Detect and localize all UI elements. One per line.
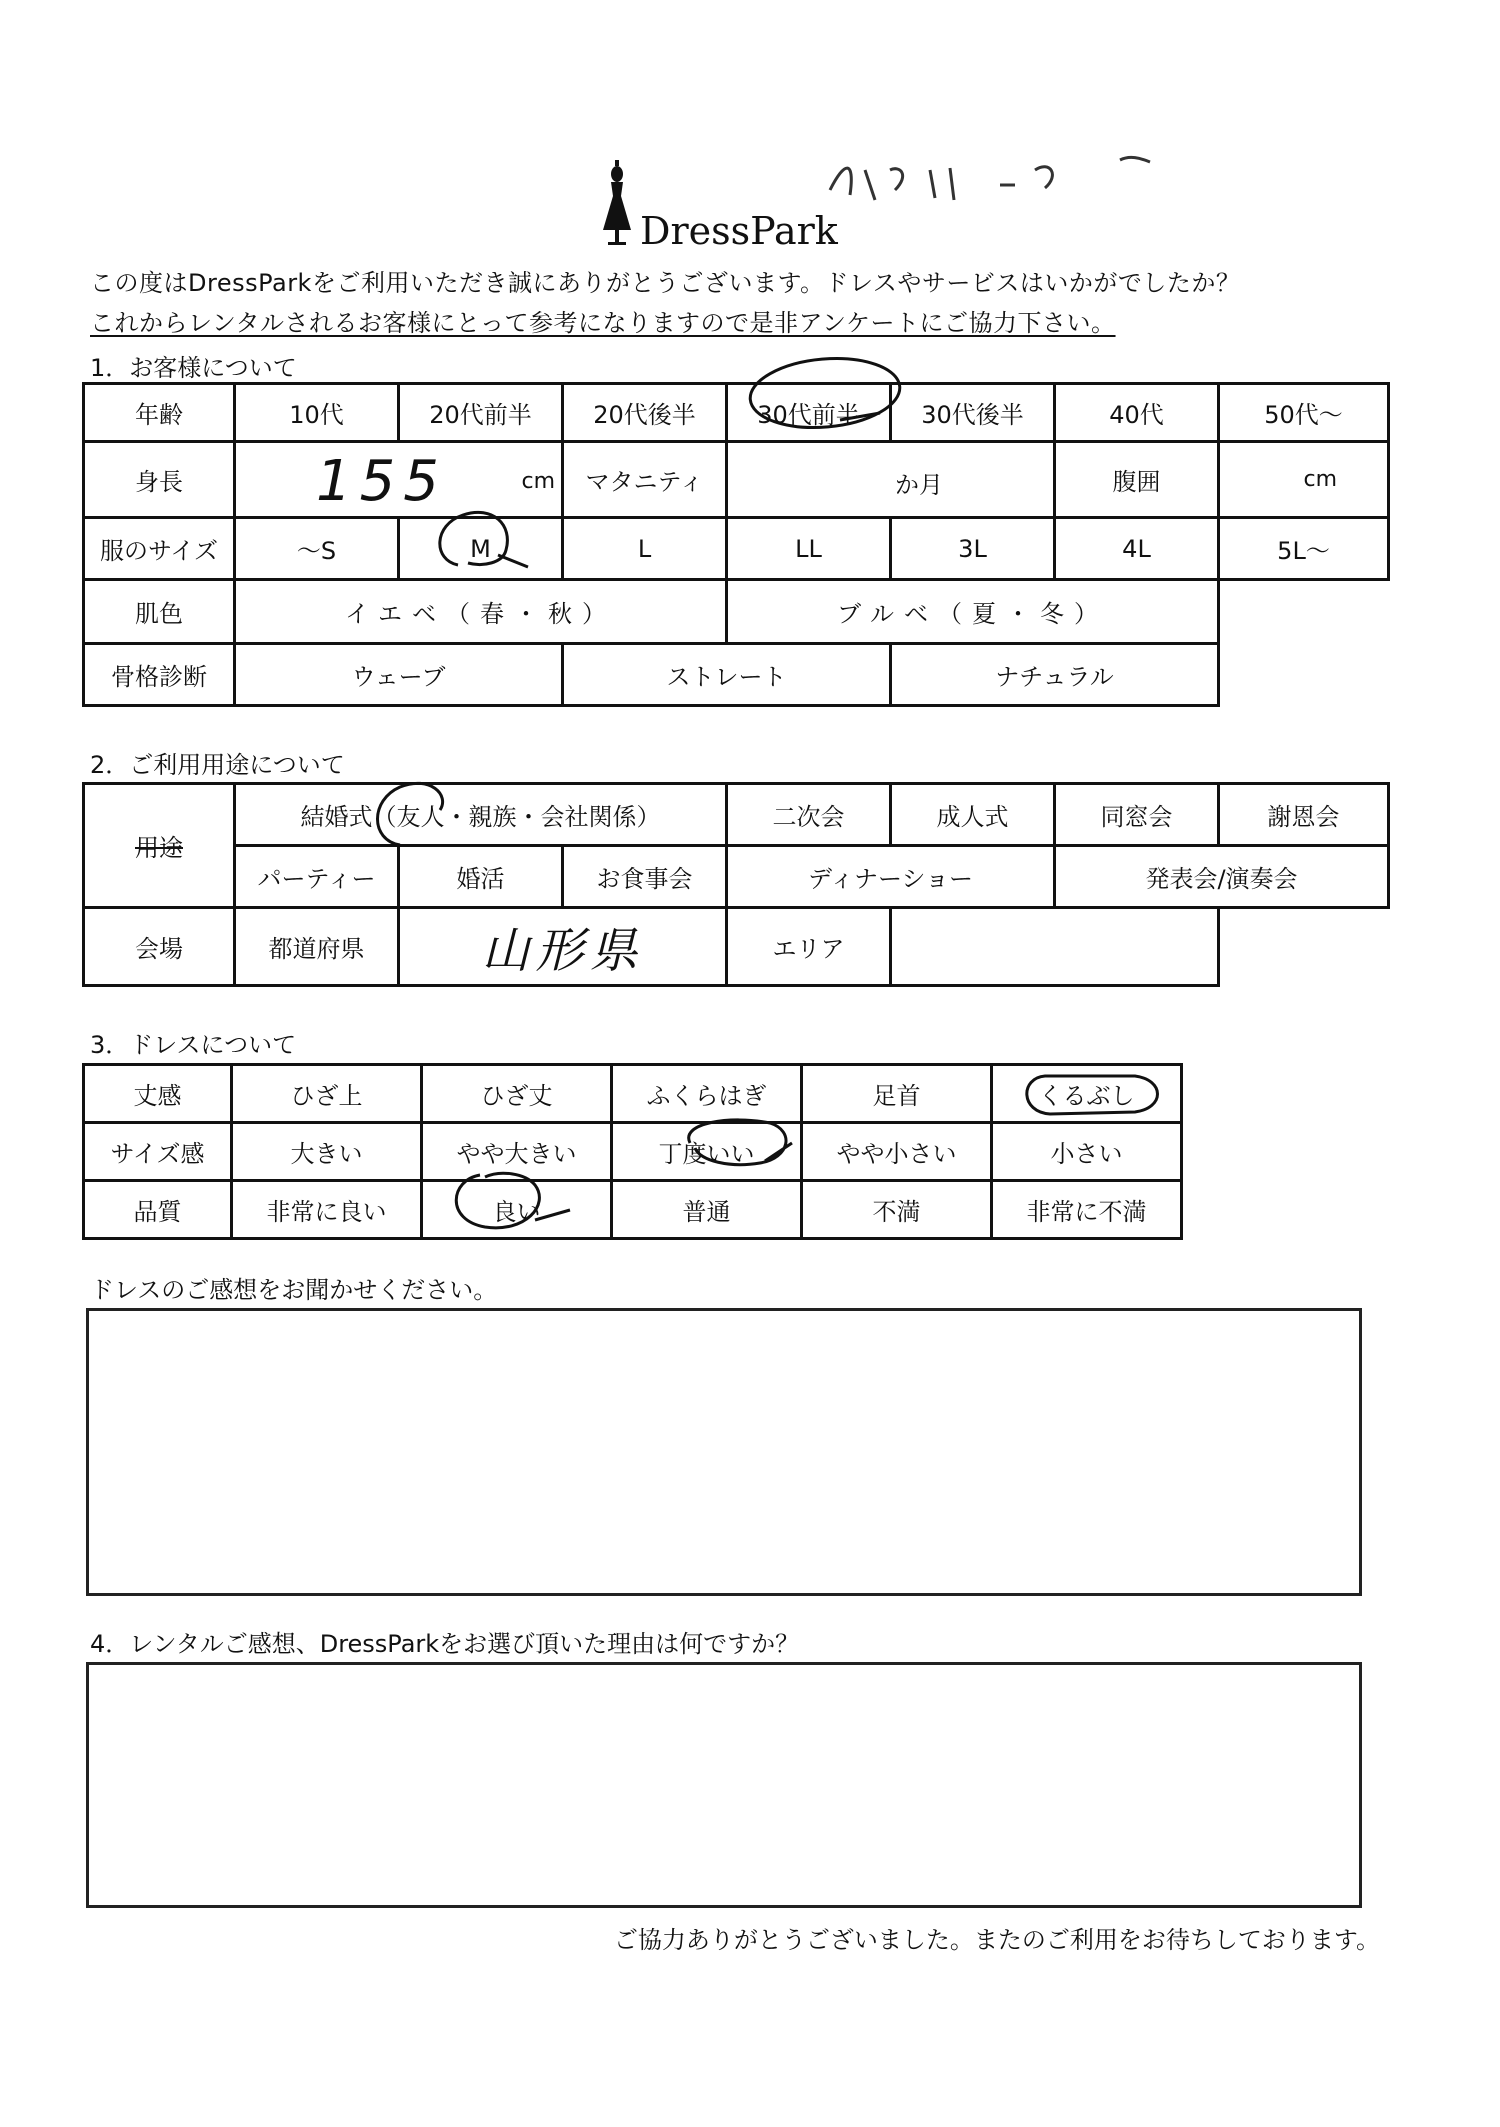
age-option-late-20s[interactable]: 20代後半	[563, 384, 727, 442]
age-option-40s[interactable]: 40代	[1055, 384, 1219, 442]
size-option-5l[interactable]: 5L〜	[1219, 518, 1389, 580]
area-field[interactable]	[891, 908, 1219, 986]
intro-line-1: この度はDressParkをご利用いただき誠にありがとうございます。ドレスやサービスはいかがでしたか？	[90, 269, 1241, 297]
fit-option-small[interactable]: 小さい	[992, 1123, 1182, 1181]
waist-unit: cm	[1303, 467, 1337, 492]
customer-info-table	[82, 382, 1390, 707]
reason-textbox[interactable]	[86, 1662, 1362, 1908]
size-option-ll[interactable]: LL	[727, 518, 891, 580]
purpose-party[interactable]: パーティー	[235, 846, 399, 908]
length-label: 丈感	[84, 1065, 232, 1123]
purpose-afterparty[interactable]: 二次会	[727, 784, 891, 846]
fit-option-slightly-small[interactable]: やや小さい	[802, 1123, 992, 1181]
months-unit: か月	[895, 471, 943, 499]
maternity-months-field[interactable]	[727, 442, 1055, 518]
purpose-row-2	[84, 846, 1389, 908]
quality-selection-circle	[440, 1165, 580, 1240]
size-label: 服のサイズ	[84, 518, 235, 580]
purpose-coming-of-age[interactable]: 成人式	[891, 784, 1055, 846]
waist-field[interactable]	[1219, 442, 1389, 518]
length-option-anklebone[interactable]: くるぶし	[992, 1065, 1182, 1123]
venue-row	[84, 908, 1389, 986]
skeleton-option-wave[interactable]: ウェーブ	[235, 644, 563, 706]
height-value: 155	[316, 449, 447, 514]
age-option-late-30s[interactable]: 30代後半	[891, 384, 1055, 442]
fit-selection-circle	[670, 1113, 800, 1173]
height-unit: cm	[521, 469, 555, 494]
fit-option-slightly-large[interactable]: やや大きい	[422, 1123, 612, 1181]
quality-option-very-unsatisfied[interactable]: 非常に不満	[992, 1181, 1182, 1239]
section2-title: 2．ご利用用途について	[90, 751, 345, 779]
size-option-s[interactable]: 〜S	[235, 518, 399, 580]
age-option-10s[interactable]: 10代	[235, 384, 399, 442]
skin-row	[84, 580, 1389, 644]
intro-line-2: これからレンタルされるお客様にとって参考になりますので是非アンケートにご協力下さい。	[90, 309, 1116, 337]
skeleton-label: 骨格診断	[84, 644, 235, 706]
purpose-dinner[interactable]: お食事会	[563, 846, 727, 908]
brand-name: DressPark	[640, 209, 838, 253]
purpose-recital[interactable]: 発表会/演奏会	[1055, 846, 1389, 908]
height-label: 身長	[84, 442, 235, 518]
section1-title: 1．お客様について	[90, 354, 297, 382]
purpose-konkatsu[interactable]: 婚活	[399, 846, 563, 908]
length-option-above-knee[interactable]: ひざ上	[232, 1065, 422, 1123]
skeleton-option-natural[interactable]: ナチュラル	[891, 644, 1219, 706]
fit-row	[84, 1123, 1182, 1181]
length-option-knee[interactable]: ひざ丈	[422, 1065, 612, 1123]
purpose-dinner-show[interactable]: ディナーショー	[727, 846, 1055, 908]
venue-label: 会場	[84, 908, 235, 986]
purpose-row-1	[84, 784, 1389, 846]
feedback-prompt: ドレスのご感想をお聞かせください。	[90, 1276, 498, 1304]
age-option-early-30s[interactable]: 30代前半	[727, 384, 891, 442]
age-option-early-20s[interactable]: 20代前半	[399, 384, 563, 442]
purpose-reunion[interactable]: 同窓会	[1055, 784, 1219, 846]
skeleton-option-straight[interactable]: ストレート	[563, 644, 891, 706]
quality-option-very-good[interactable]: 非常に良い	[232, 1181, 422, 1239]
area-label: エリア	[727, 908, 891, 986]
age-row	[84, 384, 1389, 442]
prefecture-label: 都道府県	[235, 908, 399, 986]
size-option-l[interactable]: L	[563, 518, 727, 580]
length-option-calf[interactable]: ふくらはぎ	[612, 1065, 802, 1123]
section4-title: 4．レンタルご感想、DressParkをお選び頂いた理由は何ですか？	[90, 1630, 800, 1658]
age-selection-circle	[740, 345, 920, 445]
section3-title: 3．ドレスについて	[90, 1031, 297, 1059]
age-label: 年齢	[84, 384, 235, 442]
purpose-wedding[interactable]: 結婚式（友人・親族・会社関係）	[235, 784, 727, 846]
brand-logo	[600, 160, 838, 253]
length-selection-circle	[1015, 1068, 1175, 1122]
length-option-ankle[interactable]: 足首	[802, 1065, 992, 1123]
quality-option-unsatisfied[interactable]: 不満	[802, 1181, 992, 1239]
size-row	[84, 518, 1389, 580]
prefecture-field[interactable]	[399, 908, 727, 986]
skeleton-row	[84, 644, 1389, 706]
skin-label: 肌色	[84, 580, 235, 644]
purpose-table	[82, 782, 1390, 987]
skin-option-blue[interactable]: ブルベ（夏・冬）	[727, 580, 1219, 644]
age-option-50s[interactable]: 50代〜	[1219, 384, 1389, 442]
fit-label: サイズ感	[84, 1123, 232, 1181]
size-option-4l[interactable]: 4L	[1055, 518, 1219, 580]
quality-option-good[interactable]: 良い	[422, 1181, 612, 1239]
closing-message: ご協力ありがとうございました。またのご利用をお待ちしております。	[613, 1926, 1380, 1954]
height-row	[84, 442, 1389, 518]
waist-label: 腹囲	[1055, 442, 1219, 518]
fit-option-just-right[interactable]: 丁度いい	[612, 1123, 802, 1181]
quality-option-average[interactable]: 普通	[612, 1181, 802, 1239]
maternity-label: マタニティ	[563, 442, 727, 518]
size-selection-circle	[428, 505, 538, 575]
size-option-m[interactable]: M	[399, 518, 563, 580]
wedding-friend-circle	[360, 775, 460, 855]
quality-label: 品質	[84, 1181, 232, 1239]
feedback-textbox[interactable]	[86, 1308, 1362, 1596]
prefecture-value: 山形県	[481, 923, 644, 979]
purpose-label: 用途	[84, 784, 235, 908]
quality-row	[84, 1181, 1182, 1239]
skin-option-yellow[interactable]: イエベ（春・秋）	[235, 580, 727, 644]
stray-scribble	[820, 140, 1180, 210]
size-option-3l[interactable]: 3L	[891, 518, 1055, 580]
fit-option-large[interactable]: 大きい	[232, 1123, 422, 1181]
purpose-thanks-party[interactable]: 謝恩会	[1219, 784, 1389, 846]
dress-mannequin-icon	[600, 160, 634, 250]
